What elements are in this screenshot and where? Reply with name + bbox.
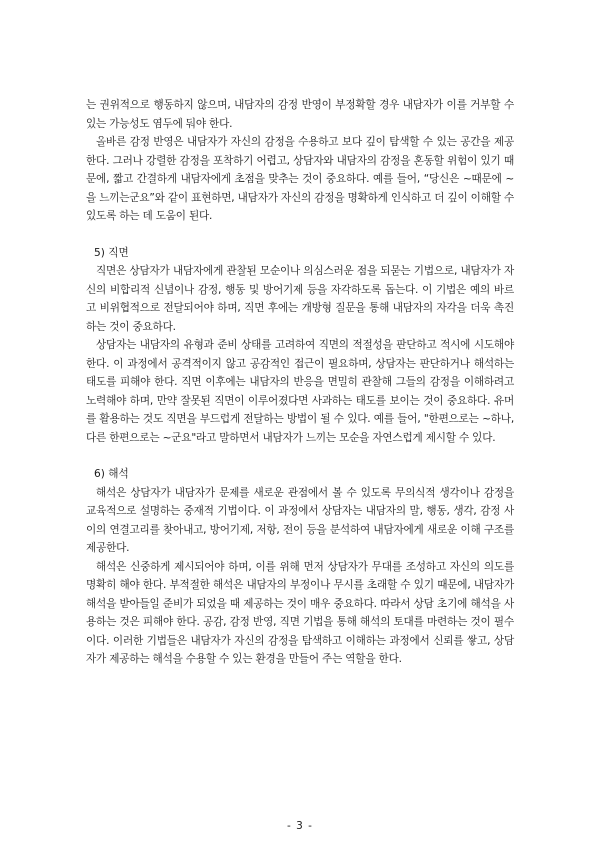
paragraph-confrontation-definition: 직면은 상담자가 내담자에게 관찰된 모순이나 의심스러운 점을 되묻는 기법으로, 내담자가 자신의 비합리적 신념이나 감정, 행동 및 방어기제 등을 자각하도록 돕는다. 이 기법은 예의 바르고 비위협적으로 전달되어야 하며, 직면 후에는 개방형 질문을 통해 내담자의 자각을 더욱 촉진하는 것이 중요하다. bbox=[86, 265, 514, 333]
section-heading-interpretation: 6) 해석 bbox=[94, 468, 129, 480]
section-gap bbox=[86, 447, 514, 465]
paragraph-interpretation-definition: 해석은 상담자가 내담자가 문제를 새로운 관점에서 볼 수 있도록 무의식적 생각이나 감정을 교육적으로 설명하는 중재적 기법이다. 이 과정에서 상담자는 내담자의 말, 행동, 생각, 감정 사이의 연결고리를 찾아내고, 방어기제, 저항, 전이 등을 분석하여 내담자에게 새로운 이해 구조를 제공한다. bbox=[86, 486, 514, 554]
section-heading-confrontation: 5) 직면 bbox=[94, 246, 129, 259]
paragraph-continuation: 는 권위적으로 행동하지 않으며, 내담자의 감정 반영이 부정확할 경우 내담자가 이를 거부할 수 있는 가능성도 염두에 둬야 한다. bbox=[86, 99, 514, 130]
document-body bbox=[86, 96, 514, 669]
section-gap bbox=[86, 226, 514, 244]
paragraph-interpretation-method: 해석은 신중하게 제시되어야 하며, 이를 위해 먼저 상담자가 무대를 조성하고 자신의 의도를 명확히 해야 한다. 부적절한 해석은 내담자의 부정이나 무시를 초래할 수 있기 때문에, 내담자가 해석을 받아들일 준비가 되었을 때 제공하는 것이 매우 중요하다. 따라서 상담 초기에 해석을 사용하는 것은 피해야 한다. 공감, 감정 반영, 직면 기법을 통해 해석의 토대를 마련하는 것이 필수이다. 이러한 기법들은 내담자가 자신의 감정을 탐색하고 이해하는 과정에서 신뢰를 쌓고, 상담자가 제공하는 해석을 수용할 수 있는 환경을 만들어 주는 역할을 한다. bbox=[86, 560, 514, 665]
paragraph-emotion-reflection: 올바른 감정 반영은 내담자가 자신의 감정을 수용하고 보다 깊이 탐색할 수 있는 공간을 제공한다. 그러나 강렬한 감정을 포착하기 어렵고, 상담자와 내담자의 감정을 혼동할 위험이 있기 때문에, 짧고 간결하게 내담자에게 초점을 맞추는 것이 중요하다. 예를 들어, “당신은 ~때문에 ~을 느끼는군요”와 같이 표현하면, 내담자가 자신의 감정을 명확하게 인식하고 더 깊이 이해할 수 있도록 하는 데 도움이 된다. bbox=[86, 136, 514, 222]
page-number: - 3 - bbox=[287, 820, 313, 832]
paragraph-confrontation-method: 상담자는 내담자의 유형과 준비 상태를 고려하여 직면의 적절성을 판단하고 적시에 시도해야 한다. 이 과정에서 공격적이지 않고 공감적인 접근이 필요하며, 상담자는 판단하거나 해석하는 태도를 피해야 한다. 직면 이후에는 내담자의 반응을 면밀히 관찰해 그들의 감정을 이해하려고 노력해야 하며, 만약 잘못된 직면이 이루어졌다면 사과하는 태도를 보이는 것이 중요하다. 유머를 활용하는 것도 직면을 부드럽게 전달하는 방법이 될 수 있다. 예를 들어, "한편으로는 ~하나, 다른 한편으로는 ~군요"라고 말하면서 내담자가 느끼는 모순을 자연스럽게 제시할 수 있다. bbox=[86, 339, 514, 444]
